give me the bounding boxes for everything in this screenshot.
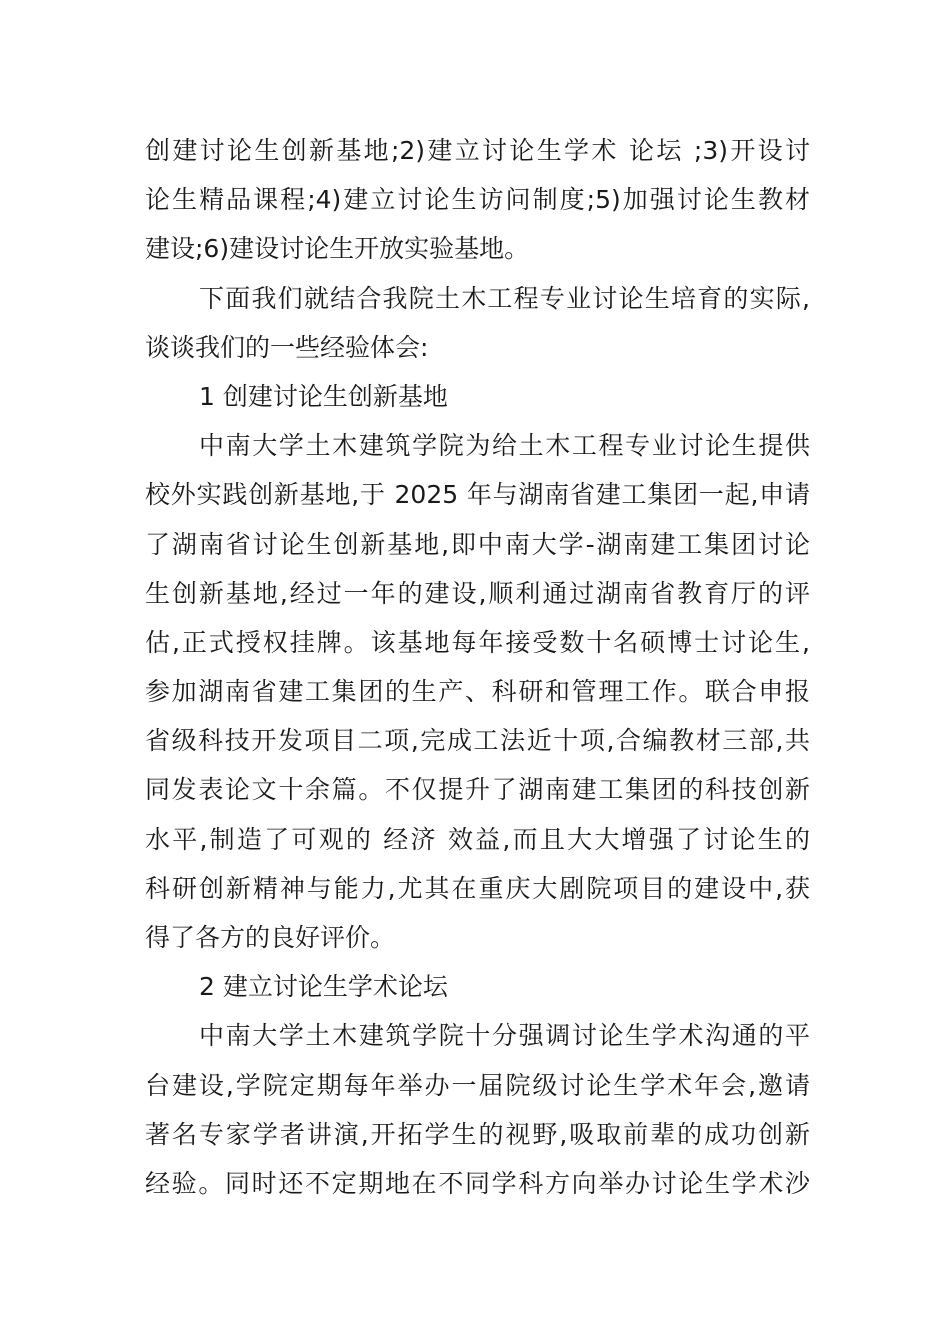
text-line: 了湖南省讨论生创新基地,即中南大学-湖南建工集团讨论	[145, 529, 810, 559]
text-line: 中南大学土木建筑学院为给土木工程专业讨论生提供	[199, 431, 810, 461]
text-line: 创建讨论生创新基地;2)建立讨论生学术 论坛 ;3)开设讨	[145, 136, 810, 165]
text-line: 下面我们就结合我院土木工程专业讨论生培育的实际,	[199, 283, 810, 313]
section-heading: 1 创建讨论生创新基地	[199, 381, 448, 411]
text-line: 科研创新精神与能力,尤其在重庆大剧院项目的建设中,获	[145, 873, 810, 903]
text-line: 著名专家学者讲演,开拓学生的视野,吸取前辈的成功创新	[145, 1119, 810, 1149]
text-line: 参加湖南省建工集团的生产、科研和管理工作。联合申报	[145, 677, 810, 707]
text-line: 台建设,学院定期每年举办一届院级讨论生学术年会,邀请	[145, 1070, 810, 1100]
text-line: 校外实践创新基地,于 2025 年与湖南省建工集团一起,申请	[145, 480, 810, 510]
text-line: 估,正式授权挂牌。该基地每年接受数十名硕博士讨论生,	[145, 627, 810, 657]
document-body	[145, 126, 810, 1208]
text-line: 经验。同时还不定期地在不同学科方向举办讨论生学术沙	[145, 1168, 810, 1198]
text-line: 生创新基地,经过一年的建设,顺利通过湖南省教育厅的评	[145, 578, 810, 608]
text-line: 同发表论文十余篇。不仅提升了湖南建工集团的科技创新	[145, 775, 810, 805]
text-line: 水平,制造了可观的 经济 效益,而且大大增强了讨论生的	[145, 824, 810, 854]
text-line: 论生精品课程;4)建立讨论生访问制度;5)加强讨论生教材	[145, 185, 810, 215]
text-line: 谈谈我们的一些经验体会:	[145, 332, 429, 362]
text-line: 中南大学土木建筑学院十分强调讨论生学术沟通的平	[199, 1021, 810, 1051]
text-line: 建设;6)建设讨论生开放实验基地。	[145, 234, 530, 264]
text-line: 省级科技开发项目二项,完成工法近十项,合编教材三部,共	[145, 726, 810, 756]
section-heading: 2 建立讨论生学术论坛	[199, 972, 448, 1002]
text-line: 得了各方的良好评价。	[145, 923, 396, 952]
